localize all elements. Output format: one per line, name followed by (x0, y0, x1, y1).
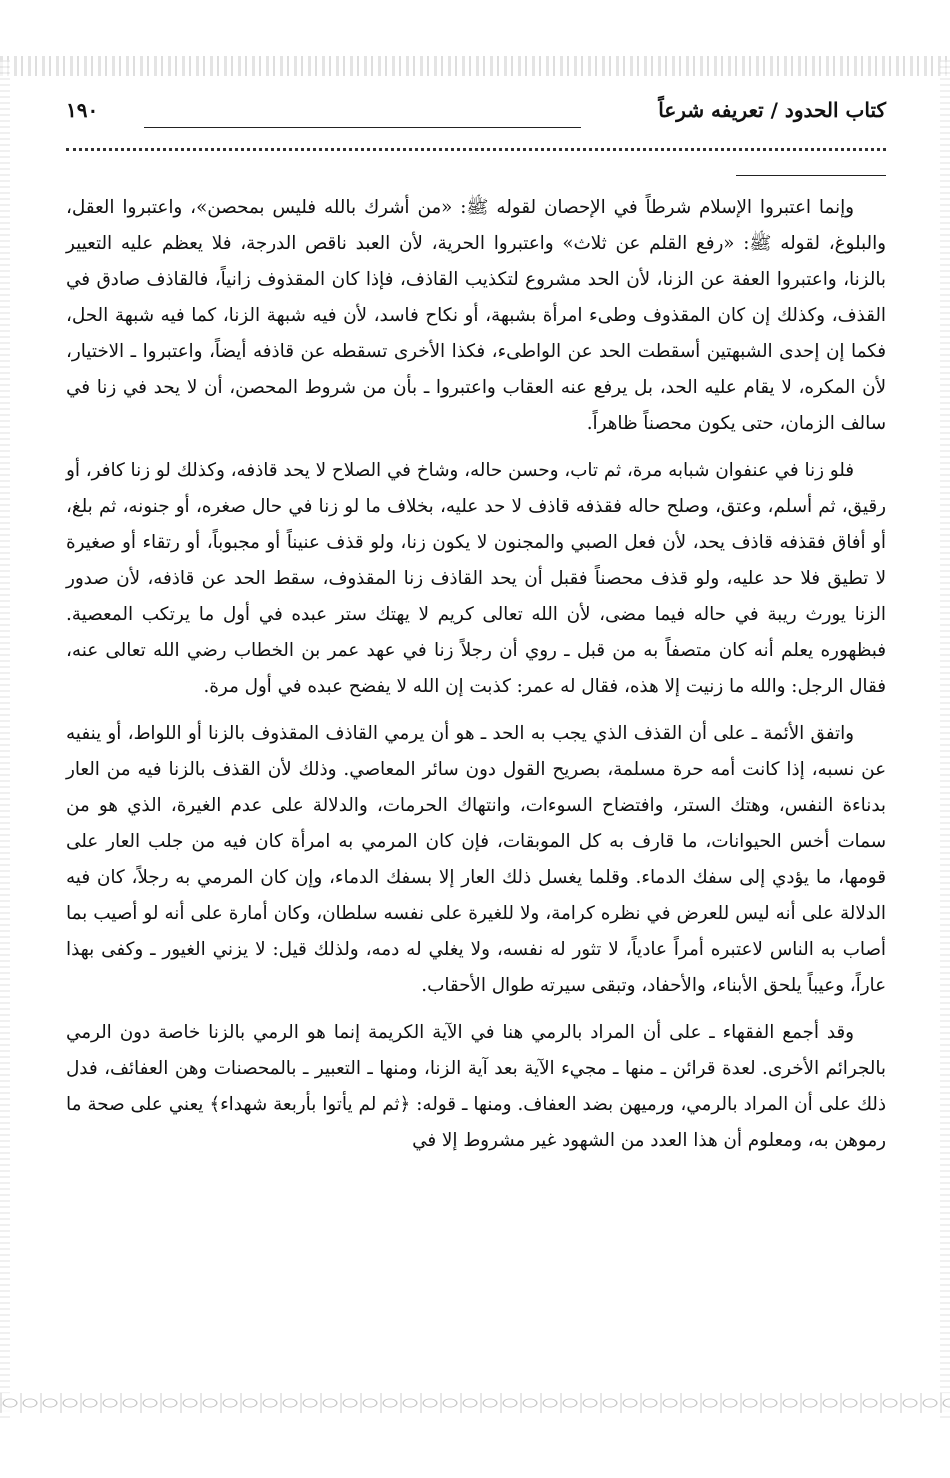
header-rule (144, 127, 581, 128)
bottom-ornamental-border (0, 1393, 950, 1413)
right-scan-edge (940, 60, 950, 1418)
page-header (66, 98, 886, 138)
top-ornamental-border (0, 56, 950, 76)
body-paragraph: وإنما اعتبروا الإسلام شرطاً في الإحصان لقوله ﷺ: «من أشرك بالله فليس بمحصن»، واعتبروا العقل، والبلوغ، لقوله ﷺ: «رفع القلم عن ثلاث» واعتبروا الحرية، لأن العبد ناقص الدرجة، فلا يعظم عليه التعيير بالزنا، واعتبروا العفة عن الزنا، لأن الحد مشروع لتكذيب القاذف، فإذا كان المقذوف زانياً، فالقاذف صادق في القذف، وكذلك إن كان المقذوف وطىء امرأة بشبهة، أو نكاح فاسد، لأن فيه شبهة الزنا، كما فيه شبهة الحل، فكما إن إحدى الشبهتين أسقطت الحد عن الواطىء، فكذا الأخرى تسقطه عن قاذفه أيضاً، واعتبروا ـ الاختيار، لأن المكره، لا يقام عليه الحد، بل يرفع عنه العقاب واعتبروا ـ بأن من شروط المحصن، أن لا يحد في زنا في سالف الزمان، حتى يكون محصناً ظاهراً. (66, 197, 886, 434)
running-title: كتاب الحدود / تعريفه شرعاً (658, 98, 886, 122)
left-scan-edge (0, 60, 10, 1418)
body-paragraph: فلو زنا في عنفوان شبابه مرة، ثم تاب، وحسن حاله، وشاخ في الصلاح لا يحد قاذفه، وكذلك لو زنا كافر، أو رقيق، ثم أسلم، وعتق، وصلح حاله فقذفه قاذف لا حد عليه، بخلاف ما لو زنا في حال صغره، أو جنونه، ثم بلغ، أو أفاق فقذفه قاذف يحد، لأن فعل الصبي والمجنون لا يكون زنا، ولو قذف عنيناً أو مجبوباً، أو رتقاء أو صغيرة لا تطيق فلا حد عليه، ولو قذف محصناً فقبل أن يحد القاذف زنا المقذوف، سقط الحد عن قاذفه، لأن صدور الزنا يورث ريبة في حاله فيما مضى، لأن الله تعالى كريم لا يهتك ستر عبده في أول ما يرتكب المعصية. فبظهوره يعلم أنه كان متصفاً به من قبل ـ روي أن رجلاً زنا في عهد عمر بن الخطاب رضي الله تعالى عنه، فقال الرجل: والله ما زنيت إلا هذه، فقال له عمر: كذبت إن الله لا يفضح عبده في أول مرة. (66, 460, 886, 697)
page-body (66, 190, 886, 1170)
dotted-separator (66, 148, 886, 151)
body-paragraph: واتفق الأئمة ـ على أن القذف الذي يجب به الحد ـ هو أن يرمي القاذف المقذوف بالزنا أو اللواط، أو ينفيه عن نسبه، إذا كانت أمه حرة مسلمة، بصريح القول دون سائر المعاصي. وذلك لأن القذف بالزنا فيه من العار بدناءة النفس، وهتك الستر، وافتضاح السوءات، وانتهاك الحرمات، والدلالة على عدم الغيرة، الذي هو من سمات أخس الحيوانات، ما قارف به كل الموبقات، فإن كان المرمي به امرأة كان فيه من جلب العار على قومها، ما يؤدي إلى سفك الدماء. وقلما يغسل ذلك العار إلا بسفك الدماء، وإن كان المرمي به رجلاً، كان فيه الدلالة على أنه ليس للعرض في نظره كرامة، ولا للغيرة على نفسه سلطان، وكان أمارة على أنه لو أصيب بما أصاب به الناس لاعتبره أمراً عادياً، لا تثور له نفسه، ولا يغلي له دمه، ولذلك قيل: لا يزني الغيور ـ وكفى بهذا عاراً، وعيباً يلحق الأبناء، والأحفاد، وتبقى سيرته طوال الأحقاب. (66, 723, 886, 996)
body-paragraph: وقد أجمع الفقهاء ـ على أن المراد بالرمي هنا في الآية الكريمة إنما هو الرمي بالزنا خاصة دون الرمي بالجرائم الأخرى. لعدة قرائن ـ منها ـ مجيء الآية بعد آية الزنا، ومنها ـ التعبير ـ بالمحصنات وهن العفائف، فدل ذلك على أن المراد بالرمي، ورميهن بضد العفاف. ومنها ـ قوله: ﴿ثم لم يأتوا بأربعة شهداء﴾ يعني على صحة ما رموهن به، ومعلوم أن هذا العدد من الشهود غير مشروط إلا في (66, 1022, 886, 1151)
short-separator-rule (736, 175, 886, 176)
page-number: ١٩٠ (66, 98, 99, 122)
